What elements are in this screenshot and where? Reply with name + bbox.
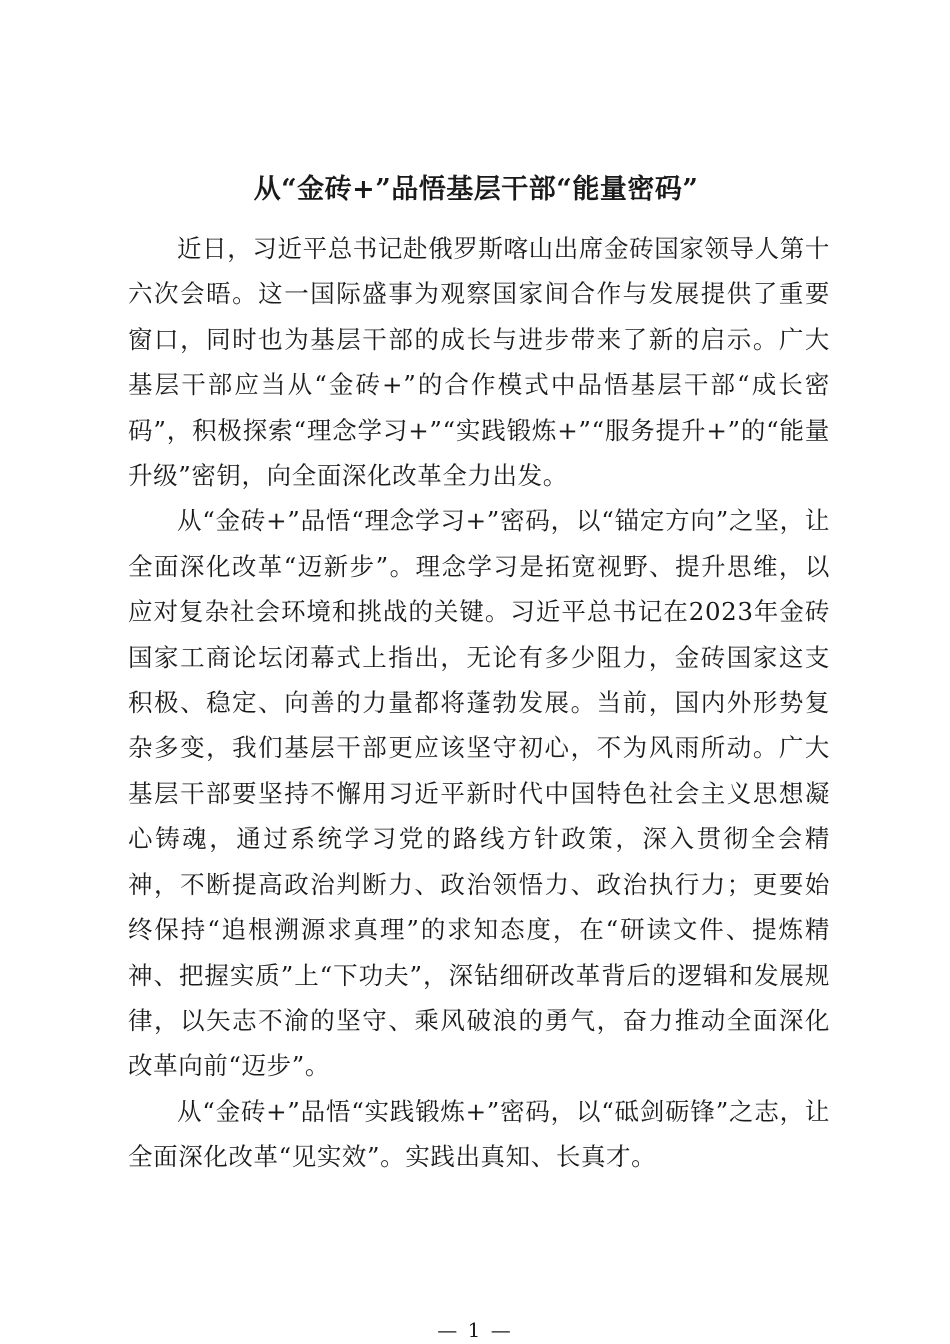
document-body [128,226,830,1180]
page-number: — 1 — [437,1318,513,1342]
paragraph-intro: 近日，习近平总书记赴俄罗斯喀山出席金砖国家领导人第十六次会晤。这一国际盛事为观察国家间合作与发展提供了重要窗口，同时也为基层干部的成长与进步带来了新的启示。广大基层干部应当从“金砖+”的合作模式中品悟基层干部“成长密码”，积极探索“理念学习+”“实践锻炼+”“服务提升+”的“能量升级”密钥，向全面深化改革全力出发。 [128,234,830,491]
paragraph-theory-study: 从“金砖+”品悟“理念学习+”密码，以“锚定方向”之坚，让全面深化改革“迈新步”。理念学习是拓宽视野、提升思维，以应对复杂社会环境和挑战的关键。习近平总书记在2023年金砖国家工商论坛闭幕式上指出，无论有多少阻力，金砖国家这支积极、稳定、向善的力量都将蓬勃发展。当前，国内外形势复杂多变，我们基层干部更应该坚守初心，不为风雨所动。广大基层干部要坚持不懈用习近平新时代中国特色社会主义思想凝心铸魂，通过系统学习党的路线方针政策，深入贯彻全会精神，不断提高政治判断力、政治领悟力、政治执行力；更要始终保持“追根溯源求真理”的求知态度，在“研读文件、提炼精神、把握实质”上“下功夫”，深钻细研改革背后的逻辑和发展规律，以矢志不渝的坚守、乘风破浪的勇气，奋力推动全面深化改革向前“迈步”。 [128,506,830,1081]
document-title: 从“金砖+”品悟基层干部“能量密码” [253,174,699,205]
paragraph-practice: 从“金砖+”品悟“实践锻炼+”密码，以“砥剑砺锋”之志，让全面深化改革“见实效”。实践出真知、长真才。 [128,1096,830,1172]
